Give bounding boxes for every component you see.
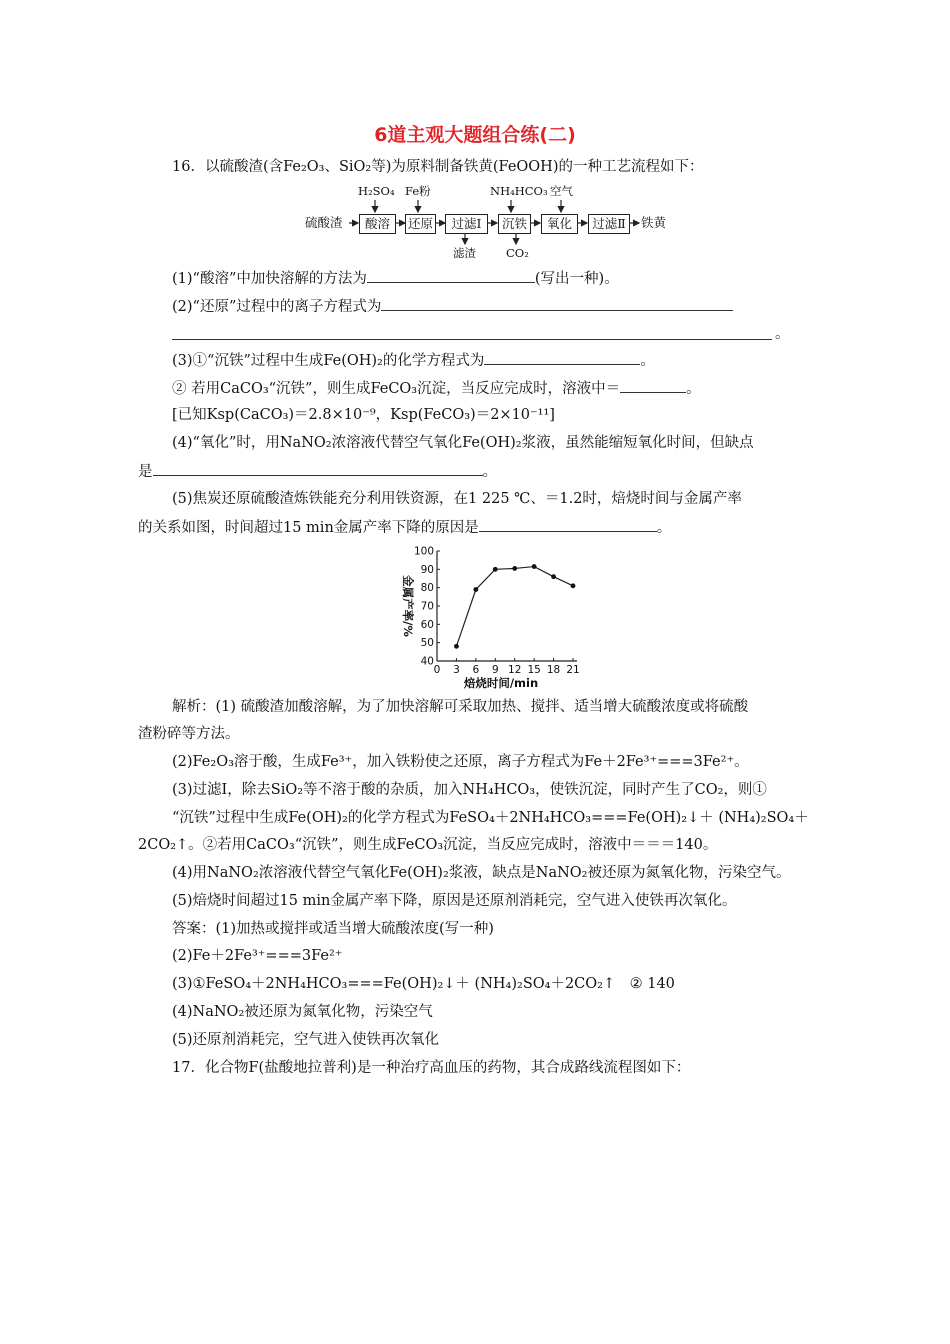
analysis-4: (4)用NaNO₂浓溶液代替空气氧化Fe(OH)₂浆液，缺点是NaNO₂被还原为氮氧化物，污染空气。 bbox=[172, 865, 791, 881]
answer-blank bbox=[367, 268, 535, 283]
q16-part3b-end: 。 bbox=[686, 381, 701, 397]
flow-input-nh4hco3: NH₄HCO₃ bbox=[490, 184, 548, 198]
y-tick-label: 50 bbox=[420, 637, 434, 650]
q16-part4-end: 。 bbox=[482, 464, 497, 480]
analysis-3b: “沉铁”过程中生成Fe(OH)₂的化学方程式为FeSO₄＋2NH₄HCO₃===Fe(OH)₂↓＋ (NH₄)₂SO₄＋ bbox=[172, 810, 809, 826]
y-tick-label: 60 bbox=[420, 618, 434, 631]
q16-stem: 16．以硫酸渣(含Fe₂O₃、SiO₂等)为原料制备铁黄(FeOOH)的一种工艺流程如下： bbox=[172, 159, 704, 175]
flow-step-oxidize: 氧化 bbox=[541, 214, 578, 234]
x-axis-label: 焙烧时间/min bbox=[463, 676, 539, 690]
analysis-3c: 2CO₂↑。②若用CaCO₃“沉铁”，则生成FeCO₃沉淀，当反应完成时，溶液中＝＝＝140。 bbox=[138, 837, 718, 853]
q16-part2-text: (2)“还原”过程中的离子方程式为 bbox=[172, 299, 382, 315]
page-title: 6道主观大题组合练(二) bbox=[374, 124, 576, 146]
flow-input-air: 空气 bbox=[550, 184, 573, 198]
answer-blank bbox=[484, 350, 640, 365]
flow-step-reduce: 还原 bbox=[405, 214, 436, 234]
x-tick-label: 12 bbox=[508, 664, 522, 676]
q16-part5b-text: 的关系如图，时间超过15 min金属产率下降的原因是 bbox=[138, 520, 479, 536]
answer-head: 答案：(1)加热或搅拌或适当增大硫酸浓度(写一种) bbox=[172, 921, 494, 937]
yield-vs-time-chart bbox=[380, 545, 600, 693]
analysis-2: (2)Fe₂O₃溶于酸，生成Fe³⁺，加入铁粉使之还原，离子方程式为Fe＋2Fe³⁺===3Fe²⁺。 bbox=[172, 754, 749, 770]
q16-part1 bbox=[172, 268, 619, 289]
flow-step-acid-dissolve: 酸溶 bbox=[359, 214, 396, 234]
y-axis-label: 金属产率/% bbox=[401, 575, 415, 637]
answer-blank bbox=[479, 517, 657, 532]
q16-ksp-note: [已知Ksp(CaCO₃)＝2.8×10⁻⁹，Ksp(FeCO₃)＝2×10⁻¹¹] bbox=[172, 407, 555, 423]
answer-blank-line bbox=[172, 338, 772, 340]
x-tick-label: 18 bbox=[546, 664, 561, 676]
flow-input-fe-powder: Fe粉 bbox=[405, 184, 431, 198]
process-flow-diagram bbox=[305, 180, 685, 262]
q16-part2-end: 。 bbox=[775, 326, 790, 342]
data-point bbox=[532, 564, 537, 569]
data-point bbox=[571, 583, 576, 588]
y-tick-label: 100 bbox=[413, 545, 434, 558]
q16-part4a: (4)“氧化”时，用NaNO₂浓溶液代替空气氧化Fe(OH)₂浆液，虽然能缩短氧化时间，但缺点 bbox=[172, 435, 754, 451]
data-point bbox=[512, 566, 517, 571]
answer-4: (4)NaNO₂被还原为氮氧化物，污染空气 bbox=[172, 1004, 433, 1020]
analysis-3a: (3)过滤Ⅰ，除去SiO₂等不溶于酸的杂质，加入NH₄HCO₃，使铁沉淀，同时产生了CO₂，则① bbox=[172, 782, 767, 798]
q16-part3a-text: (3)①“沉铁”过程中生成Fe(OH)₂的化学方程式为 bbox=[172, 353, 485, 369]
q16-part4b-text: 是 bbox=[138, 464, 153, 480]
x-tick-label: 0 bbox=[433, 664, 441, 676]
flow-end: 铁黄 bbox=[641, 215, 667, 230]
q16-part4b bbox=[138, 461, 497, 482]
flow-step-precipitate: 沉铁 bbox=[498, 214, 531, 234]
analysis-1b: 渣粉碎等方法。 bbox=[138, 726, 240, 742]
y-tick-label: 80 bbox=[420, 582, 434, 595]
data-point bbox=[473, 587, 478, 592]
answer-blank bbox=[381, 296, 733, 311]
answer-5: (5)还原剂消耗完，空气进入使铁再次氧化 bbox=[172, 1032, 440, 1048]
x-tick-label: 15 bbox=[527, 664, 541, 676]
x-tick-label: 21 bbox=[566, 664, 580, 676]
flow-step-filter-2: 过滤Ⅱ bbox=[588, 214, 630, 234]
answer-3: (3)①FeSO₄＋2NH₄HCO₃===Fe(OH)₂↓＋ (NH₄)₂SO₄＋2CO₂↑ ② 140 bbox=[172, 976, 675, 992]
q16-part3b bbox=[172, 378, 701, 399]
flow-output-residue: 滤渣 bbox=[453, 246, 476, 260]
q16-part3a-end: 。 bbox=[640, 353, 655, 369]
data-point bbox=[493, 567, 498, 572]
answer-blank bbox=[620, 378, 686, 393]
y-tick-label: 90 bbox=[420, 563, 434, 576]
flow-output-co2: CO₂ bbox=[506, 246, 529, 260]
q16-part1-tail: (写出一种)。 bbox=[534, 271, 619, 287]
q16-part3a bbox=[172, 350, 655, 371]
answer-blank bbox=[153, 461, 483, 476]
data-point bbox=[454, 644, 459, 649]
flow-step-filter-1: 过滤Ⅰ bbox=[445, 214, 488, 234]
q16-part5b bbox=[138, 517, 671, 538]
x-tick-label: 9 bbox=[491, 664, 499, 676]
y-tick-label: 70 bbox=[420, 600, 434, 613]
q16-part5a: (5)焦炭还原硫酸渣炼铁能充分利用铁资源，在1 225 ℃、＝1.2时，焙烧时间与金属产率 bbox=[172, 491, 742, 507]
flow-input-h2so4: H₂SO₄ bbox=[358, 184, 395, 198]
series-line bbox=[456, 567, 573, 647]
answer-2: (2)Fe＋2Fe³⁺===3Fe²⁺ bbox=[172, 948, 343, 964]
q16-part1-text: (1)“酸溶”中加快溶解的方法为 bbox=[172, 271, 367, 287]
q16-part2 bbox=[172, 296, 733, 317]
q16-part3b-text: ② 若用CaCO₃“沉铁”，则生成FeCO₃沉淀，当反应完成时，溶液中＝ bbox=[172, 381, 621, 397]
flow-start: 硫酸渣 bbox=[305, 215, 343, 230]
analysis-1a: 解析：(1) 硫酸渣加酸溶解，为了加快溶解可采取加热、搅拌、适当增大硫酸浓度或将硫酸 bbox=[172, 699, 749, 715]
q16-part5-end: 。 bbox=[656, 520, 672, 536]
q17-stem: 17．化合物F(盐酸地拉普利)是一种治疗高血压的药物，其合成路线流程图如下： bbox=[172, 1060, 691, 1076]
y-tick-label: 40 bbox=[420, 655, 434, 668]
data-point bbox=[551, 574, 556, 579]
x-tick-label: 3 bbox=[453, 664, 460, 676]
x-tick-label: 6 bbox=[472, 664, 480, 676]
chart-svg bbox=[380, 545, 600, 693]
analysis-5: (5)焙烧时间超过15 min金属产率下降，原因是还原剂消耗完，空气进入使铁再次氧化。 bbox=[172, 893, 737, 909]
